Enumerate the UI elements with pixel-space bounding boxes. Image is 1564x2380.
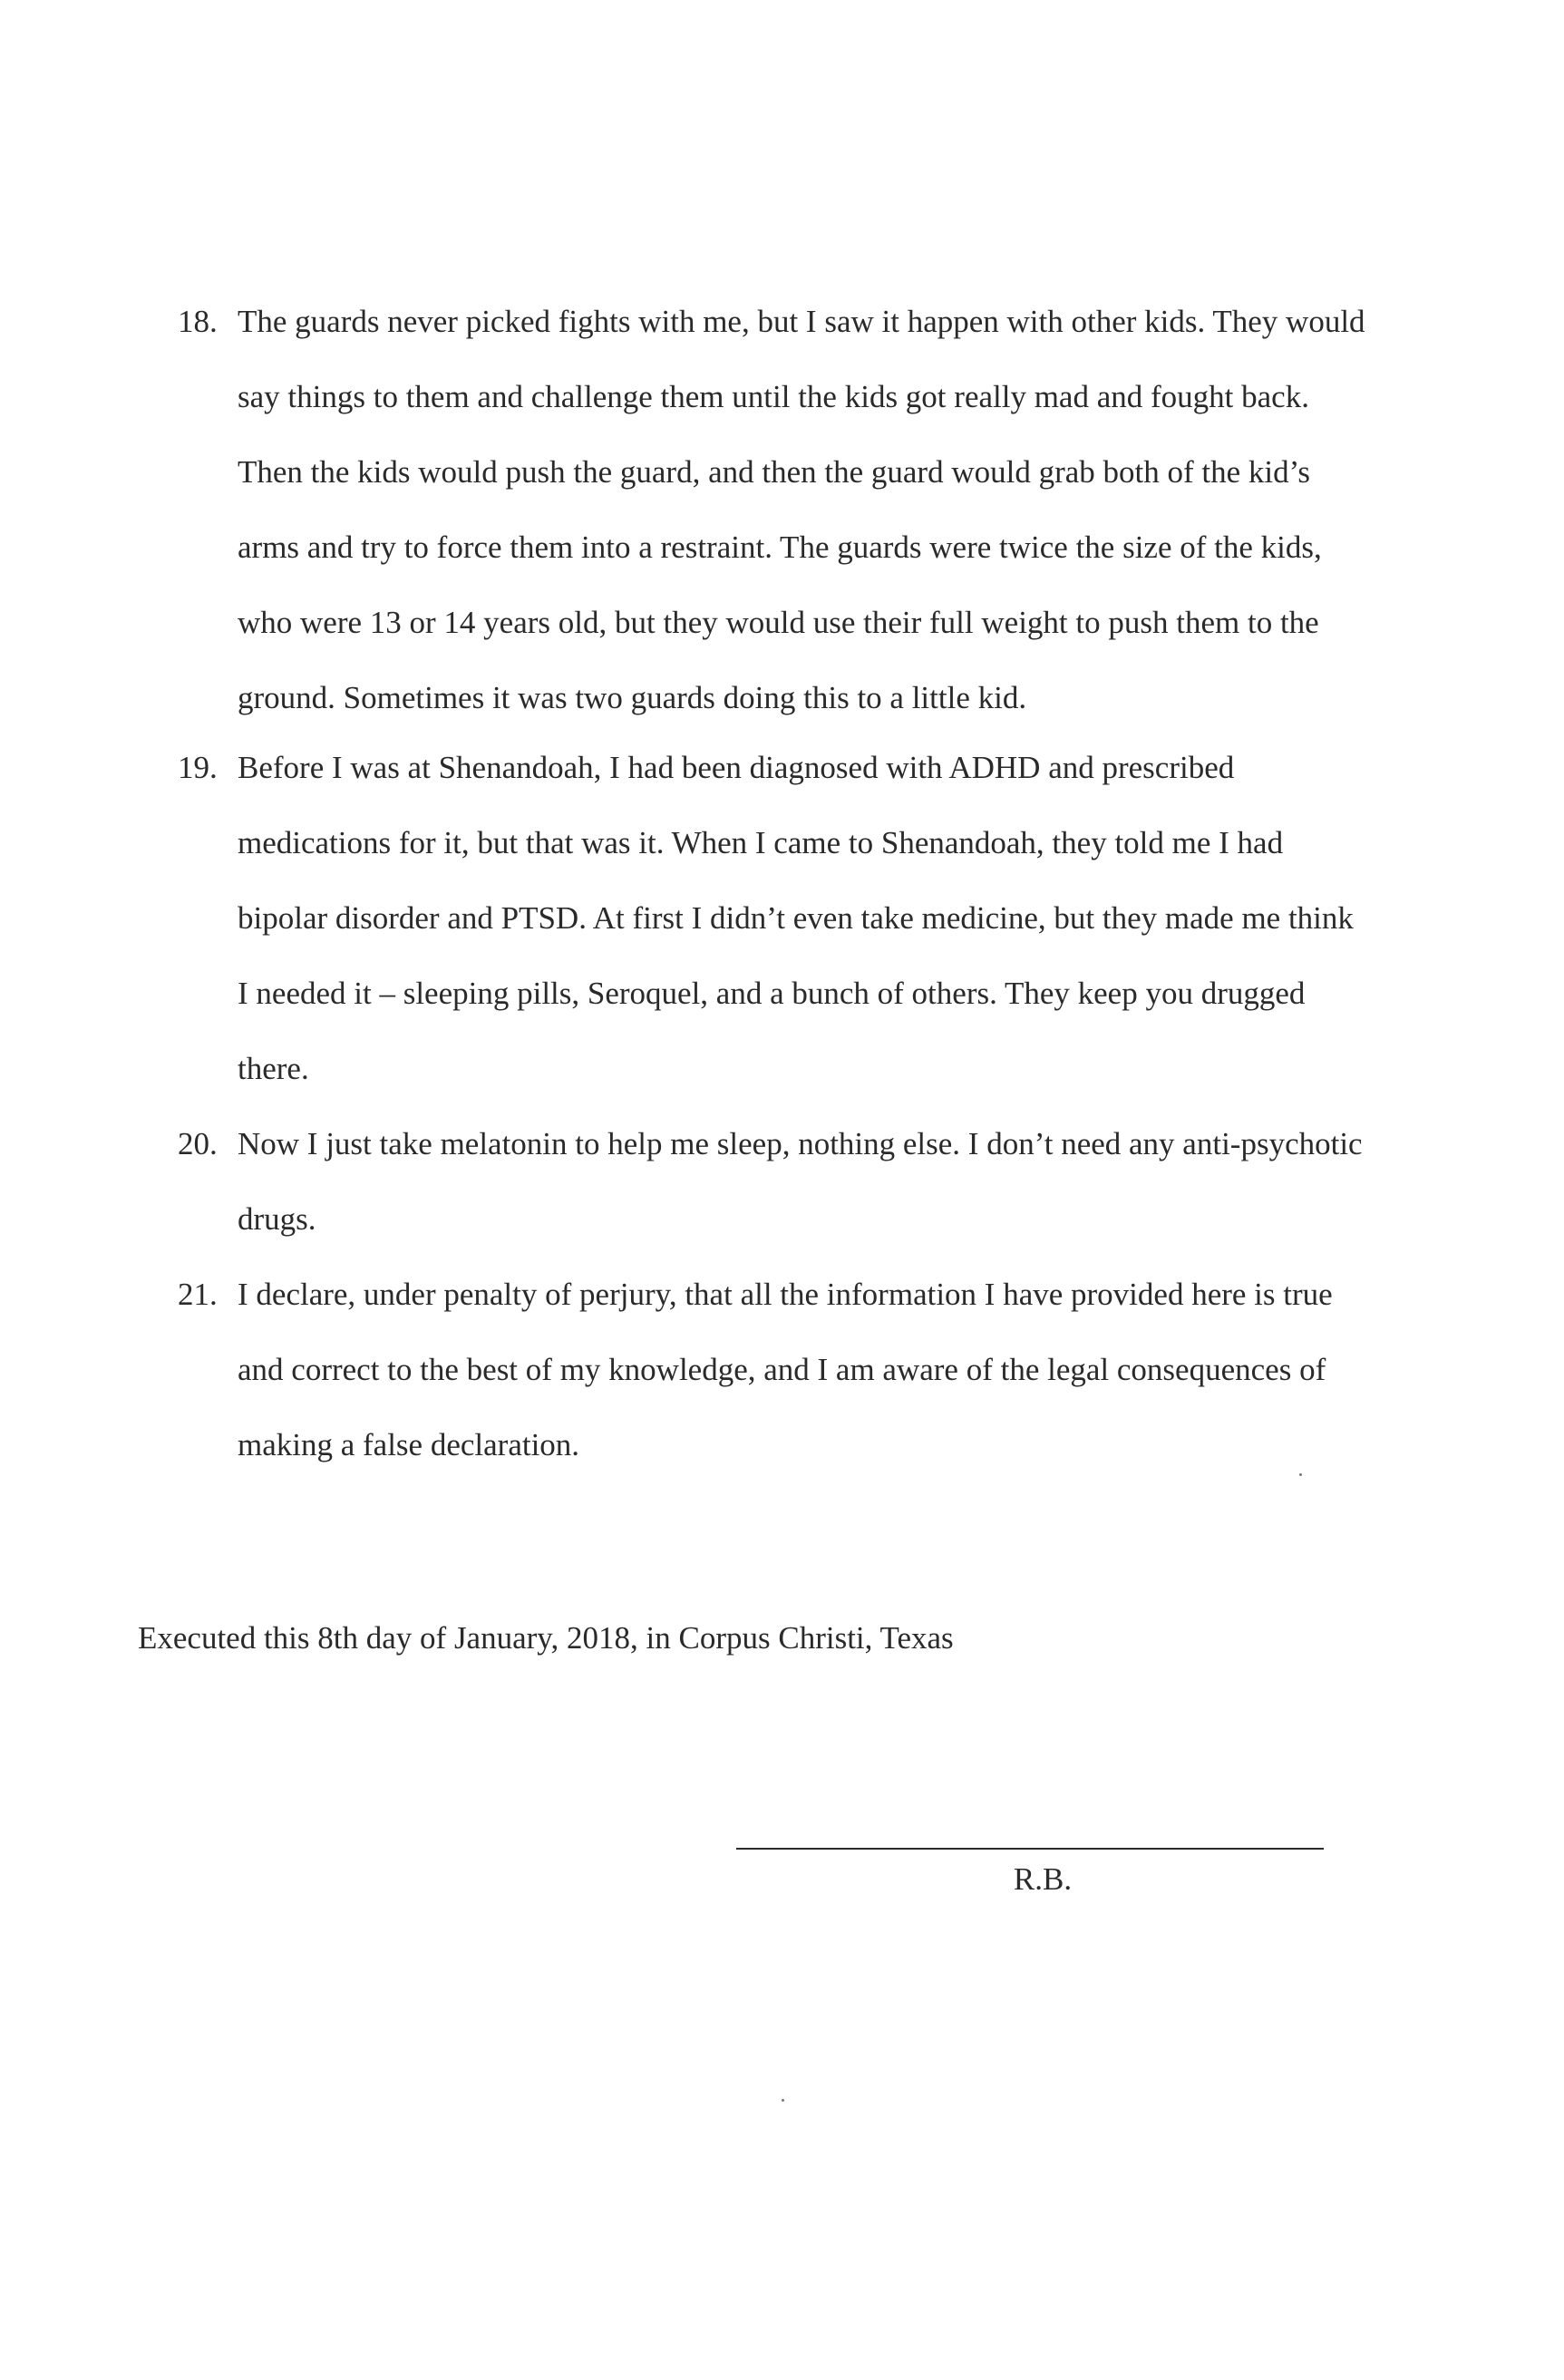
- text-line: Before I was at Shenandoah, I had been diagnosed with ADHD and prescribed: [238, 750, 1235, 785]
- text-line: Then the kids would push the guard, and then the guard would grab both of the kid’s: [238, 454, 1310, 490]
- scan-speck: [782, 2099, 784, 2102]
- text-line: medications for it, but that was it. When I came to Shenandoah, they told me I had: [238, 825, 1284, 860]
- scan-speck: [1299, 1473, 1302, 1476]
- text-line: drugs.: [238, 1201, 316, 1237]
- paragraph-number: 20.: [178, 1126, 218, 1161]
- paragraph-number: 19.: [178, 750, 218, 785]
- text-line: say things to them and challenge them until the kids got really mad and fought back.: [238, 379, 1309, 414]
- text-line: bipolar disorder and PTSD. At first I didn’t even take medicine, but they made me think: [238, 900, 1354, 936]
- text-line: and correct to the best of my knowledge, and I am aware of the legal consequences of: [238, 1352, 1326, 1387]
- paragraph-number: 18.: [178, 304, 218, 339]
- paragraph-text: [238, 1106, 1434, 1257]
- signatory-name: R.B.: [1013, 1861, 1073, 1897]
- text-line: there.: [238, 1051, 309, 1086]
- signature-line: [736, 1848, 1324, 1850]
- text-line: The guards never picked fights with me, but I saw it happen with other kids. They would: [238, 304, 1365, 339]
- paragraph-text: [238, 1257, 1434, 1482]
- paragraph-number: 21.: [178, 1277, 218, 1312]
- text-line: I needed it – sleeping pills, Seroquel, and a bunch of others. They keep you drugged: [238, 976, 1306, 1011]
- text-line: Now I just take melatonin to help me sleep, nothing else. I don’t need any anti-psychotic: [238, 1126, 1363, 1161]
- text-line: I declare, under penalty of perjury, that all the information I have provided here is true: [238, 1277, 1333, 1312]
- text-line: ground. Sometimes it was two guards doing this to a little kid.: [238, 680, 1027, 715]
- text-line: who were 13 or 14 years old, but they would use their full weight to push them to the: [238, 605, 1319, 640]
- execution-statement: Executed this 8th day of January, 2018, in Corpus Christi, Texas: [138, 1620, 954, 1656]
- text-line: making a false declaration.: [238, 1427, 580, 1462]
- paragraph-text: [238, 730, 1434, 1106]
- text-line: arms and try to force them into a restraint. The guards were twice the size of the kids,: [238, 529, 1322, 565]
- paragraph-text: [238, 284, 1434, 735]
